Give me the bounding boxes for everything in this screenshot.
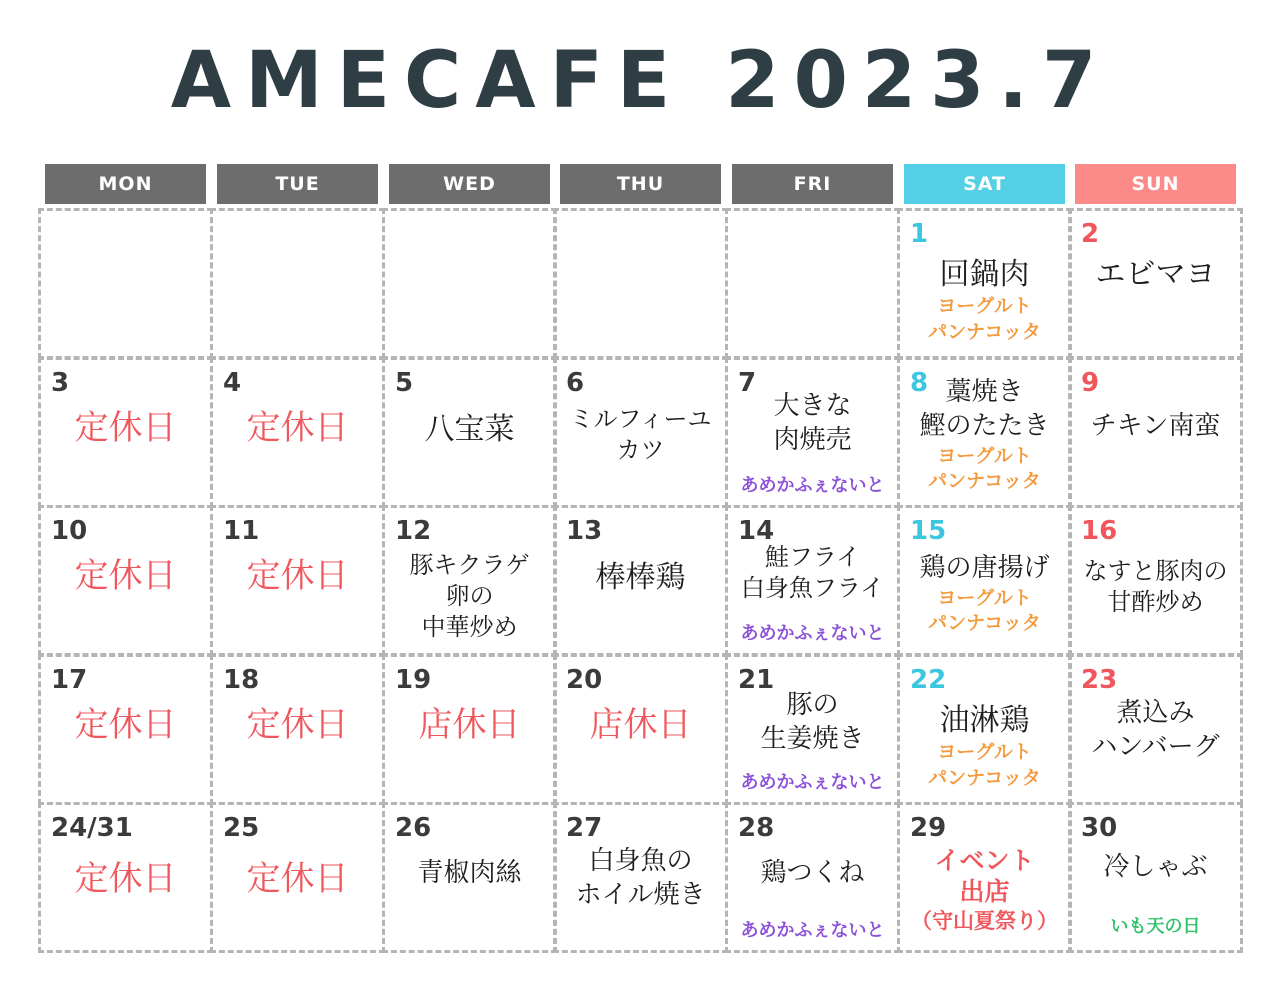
menu-item: 藁焼き [945,377,1024,407]
calendar-cell-day-12 [382,505,557,656]
calendar-cell-day-1 [897,208,1072,359]
day-number: 1 [910,219,929,249]
event-label: （守山夏祭り） [911,908,1058,933]
menu-item: 青椒肉絲 [417,858,522,888]
event-note: いも天の日 [1110,916,1201,937]
calendar-cell-empty [725,208,900,359]
day-number: 27 [566,813,603,843]
calendar-cell-day-23 [1068,654,1243,805]
calendar-cell-day-6 [553,357,728,508]
event-label: 出店 [959,877,1010,907]
day-number: 4 [223,368,242,398]
calendar-cell-day-21 [725,654,900,805]
calendar-cell-day-5 [382,357,557,508]
day-number: 3 [51,368,70,398]
closed-label: 定休日 [246,705,349,745]
calendar-cell-empty [553,208,728,359]
day-number: 14 [738,516,775,546]
day-number: 18 [223,665,260,695]
menu-item: 甘酢炒め [1107,588,1204,617]
menu-item: 煮込み [1116,698,1195,728]
menu-item: 大きな [773,391,852,421]
menu-item: なすと豚肉の [1083,557,1228,585]
page-title: AMECAFE 2023.7 [170,36,1111,126]
calendar-cell-day-2 [1068,208,1243,359]
calendar-cell-day-17 [38,654,213,805]
menu-item: 八宝菜 [424,412,515,447]
day-number: 22 [910,665,947,695]
header-sun: SUN [1075,164,1236,204]
calendar-cell-empty [210,208,385,359]
day-number: 9 [1081,368,1100,398]
menu-item: 鶏つくね [760,858,865,888]
dessert-line: ヨーグルト [937,741,1032,763]
closed-label: 定休日 [74,705,177,745]
menu-item: 白身魚の [588,846,693,876]
day-number: 16 [1081,516,1118,546]
day-number: 2 [1081,219,1100,249]
calendar-cell-day-20 [553,654,728,805]
closed-label: 定休日 [246,408,349,448]
day-number: 28 [738,813,775,843]
calendar-cell-day-9 [1068,357,1243,508]
day-number: 5 [395,368,414,398]
dessert-line: ヨーグルト [937,586,1032,609]
calendar-cell-day-8 [897,357,1072,508]
dessert-line: ヨーグルト [937,444,1032,467]
day-number: 17 [51,665,88,695]
menu-item: ハンバーグ [1091,731,1220,762]
menu-item: 豚の [786,690,839,720]
menu-item: 豚キクラゲ [409,551,530,579]
calendar-cell-day-10 [38,505,213,656]
header-mon: MON [45,164,206,204]
calendar-cell-empty [38,208,213,359]
calendar-cell-day-16 [1068,505,1243,656]
header-thu: THU [560,164,721,204]
day-number: 21 [738,665,775,695]
header-tue: TUE [217,164,378,204]
calendar-cell-day-22 [897,654,1072,805]
day-number: 6 [566,368,585,398]
day-number: 19 [395,665,432,695]
menu-item: カツ [616,436,665,465]
day-number: 7 [738,368,757,398]
menu-item: 回鍋肉 [939,257,1030,292]
closed-label: 定休日 [74,859,177,899]
day-number: 23 [1081,665,1118,695]
day-number: 10 [51,516,88,546]
day-number: 25 [223,813,260,843]
closed-label: 店休日 [589,705,692,745]
menu-item: 棒棒鶏 [595,560,686,595]
menu-item: 肉焼売 [773,424,852,455]
day-number: 11 [223,516,260,546]
day-number: 26 [395,813,432,843]
calendar-cell-day-15 [897,505,1072,656]
dessert-line: パンナコッタ [928,320,1041,343]
closed-label: 定休日 [74,556,177,596]
calendar-cell-day-4 [210,357,385,508]
day-number: 12 [395,516,432,546]
calendar-cell-day-7 [725,357,900,508]
day-number: 24/31 [51,813,133,843]
calendar-cell-day-19 [382,654,557,805]
event-note: あめかふぇないと [740,475,885,496]
calendar-cell-day-30 [1068,802,1243,953]
dessert-line: ヨーグルト [937,295,1032,317]
calendar-cell-day-11 [210,505,385,656]
day-number: 15 [910,516,947,546]
calendar-cell-day-27 [553,802,728,953]
day-number: 30 [1081,813,1118,843]
event-note: あめかふぇないと [740,623,885,644]
menu-item: エビマヨ [1095,257,1216,292]
day-number: 20 [566,665,603,695]
calendar-cell-day-24-31 [38,802,213,953]
day-number: 13 [566,516,603,546]
closed-label: 定休日 [246,859,349,899]
event-label: イベント [934,846,1035,875]
calendar-cell-empty [382,208,557,359]
calendar-cell-day-14 [725,505,900,656]
header-sat: SAT [904,164,1065,204]
closed-label: 定休日 [74,408,177,448]
closed-label: 店休日 [418,705,521,745]
menu-item: 鮭フライ [764,543,861,571]
dessert-line: パンナコッタ [928,470,1041,493]
calendar-cell-day-28 [725,802,900,953]
menu-item: 中華炒め [421,613,518,642]
calendar-cell-day-26 [382,802,557,953]
calendar-cell-day-3 [38,357,213,508]
day-number: 8 [910,368,929,398]
calendar-cell-day-18 [210,654,385,805]
day-number: 29 [910,813,947,843]
menu-item: 鰹のたたき [919,410,1050,441]
menu-item: 生姜焼き [760,723,865,754]
closed-label: 定休日 [246,556,349,596]
dessert-line: パンナコッタ [928,766,1041,789]
menu-item: 鶏の唐揚げ [919,553,1050,583]
menu-item: ミルフィーユ [569,405,712,433]
menu-item: 油淋鶏 [939,703,1030,738]
event-note: あめかふぇないと [740,920,885,941]
calendar-cell-day-25 [210,802,385,953]
event-note: あめかふぇないと [740,772,885,793]
menu-item: 卵の [445,582,494,611]
calendar-cell-day-13 [553,505,728,656]
menu-item: ホイル焼き [575,879,706,910]
header-wed: WED [389,164,550,204]
menu-item: 冷しゃぶ [1103,852,1208,882]
dessert-line: パンナコッタ [928,612,1041,635]
calendar-cell-day-29 [897,802,1072,953]
menu-item: 白身魚フライ [740,574,885,603]
menu-item: チキン南蛮 [1090,411,1221,441]
header-fri: FRI [732,164,893,204]
